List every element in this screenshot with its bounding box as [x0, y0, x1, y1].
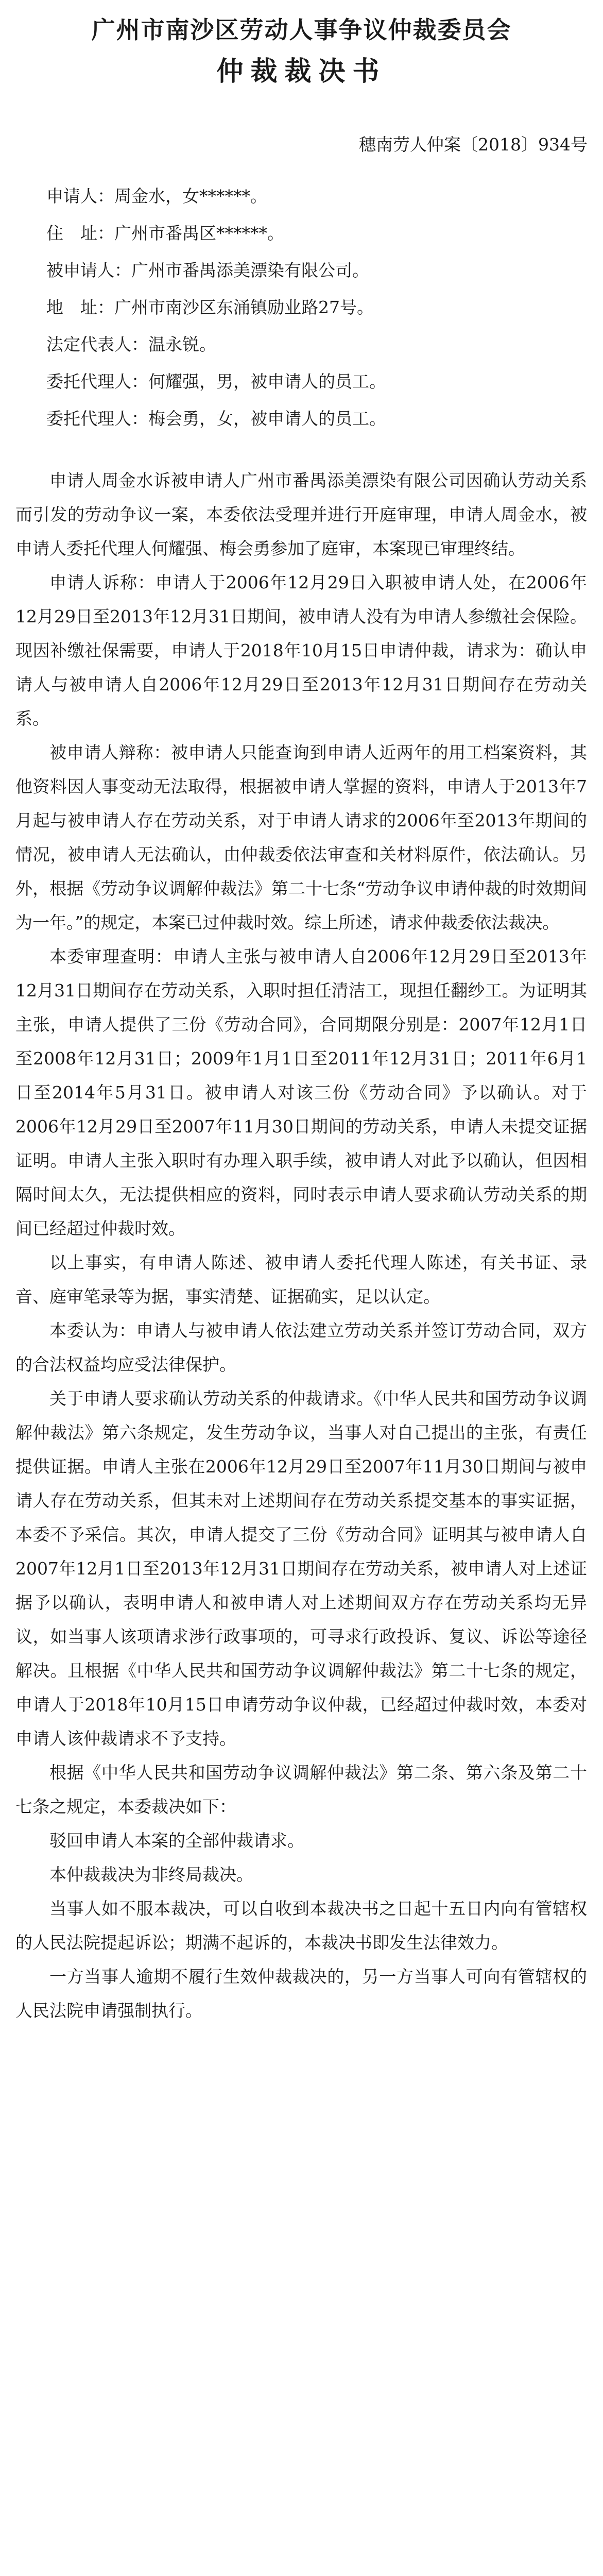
body-paragraph: 当事人如不服本裁决，可以自收到本裁决书之日起十五日内向有管辖权的人民法院提起诉讼；期满不起诉的，本裁决书即发生法律效力。 — [15, 1899, 587, 1953]
document-title: 仲裁裁决书 — [216, 56, 387, 87]
respondent-line: 被申请人：广州市番禺添美漂染有限公司。 — [46, 260, 369, 280]
legal-representative-line: 法定代表人：温永锐。 — [46, 334, 216, 354]
body-paragraph: 被申请人辩称：被申请人只能查询到申请人近两年的用工档案资料，其他资料因人事变动无法取得，根据被申请人掌握的资料，申请人于2013年7月起与被申请人存在劳动关系，对于申请人请求的2006年至2013年期间的情况，被申请人无法确认，由仲裁委依法审查和关材料原件，依法确认。另外，根据《劳动争议调解仲裁法》第二十七条“劳动争议申请仲裁的时效期间为一年。”的规定，本案已过仲裁时效。综上所述，请求仲裁委依法裁决。 — [15, 742, 587, 933]
body-paragraph: 申请人周金水诉被申请人广州市番禺添美漂染有限公司因确认劳动关系而引发的劳动争议一案，本委依法受理并进行开庭审理，申请人周金水，被申请人委托代理人何耀强、梅会勇参加了庭审，本案现已审理终结。 — [15, 470, 587, 558]
applicant-address-line: 住 址：广州市番禺区******。 — [46, 223, 284, 243]
body-paragraph: 一方当事人逾期不履行生效仲裁裁决的，另一方当事人可向有管辖权的人民法院申请强制执行。 — [15, 1967, 587, 2021]
case-number: 穗南劳人仲案〔2018〕934号 — [359, 134, 588, 155]
body-paragraph: 申请人诉称：申请人于2006年12月29日入职被申请人处，在2006年12月29日至2013年12月31日期间，被申请人没有为申请人参缴社会保险。现因补缴社保需要，申请人于2018年10月15日申请仲裁，请求为：确认申请人与被申请人自2006年12月29日至2013年12月31日期间存在劳动关系。 — [15, 572, 587, 728]
respondent-address-line: 地 址：广州市南沙区东涌镇励业路27号。 — [46, 297, 374, 317]
agent-line: 委托代理人：何耀强，男，被申请人的员工。 — [46, 371, 386, 392]
body-paragraph: 关于申请人要求确认劳动关系的仲裁请求。《中华人民共和国劳动争议调解仲裁法》第六条规定，发生劳动争议，当事人对自己提出的主张，有责任提供证据。申请人主张在2006年12月29日至2007年11月30日期间与被申请人存在劳动关系，但其未对上述期间存在劳动关系提交基本的事实证据，本委不予采信。其次，申请人提交了三份《劳动合同》证明其与被申请人自2007年12月1日至2013年12月31日期间存在劳动关系，被申请人对上述证据予以确认，表明申请人和被申请人对上述期间双方存在劳动关系均无异议，如当事人该项请求涉行政事项的，可寻求行政投诉、复议、诉讼等途径解决。且根据《中华人民共和国劳动争议调解仲裁法》第二十七条的规定，申请人于2018年10月15日申请劳动争议仲裁，已经超过仲裁时效，本委对申请人该仲裁请求不予支持。 — [15, 1388, 587, 1749]
body-paragraph: 本委审理查明：申请人主张与被申请人自2006年12月29日至2013年12月31日期间存在劳动关系，入职时担任清洁工，现担任翻纱工。为证明其主张，申请人提供了三份《劳动合同》，合同期限分别是：2007年12月1日至2008年12月31日；2009年1月1日至2011年12月31日；2011年6月1日至2014年5月31日。被申请人对该三份《劳动合同》予以确认。对于2006年12月29日至2007年11月30日期间的劳动关系，申请人未提交证据证明。申请人主张入职时有办理入职手续，被申请人对此予以确认，但因相隔时间太久，无法提供相应的资料，同时表示申请人要求确认劳动关系的期间已经超过仲裁时效。 — [15, 946, 587, 1239]
party-info — [46, 178, 582, 437]
body-paragraph: 本委认为：申请人与被申请人依法建立劳动关系并签订劳动合同，双方的合法权益均应受法律保护。 — [15, 1320, 587, 1375]
body-paragraph: 本仲裁裁决为非终局裁决。 — [49, 1865, 253, 1885]
body-paragraph: 以上事实，有申请人陈述、被申请人委托代理人陈述，有关书证、录音、庭审笔录等为据，事实清楚、证据确实，足以认定。 — [15, 1252, 587, 1307]
body-paragraph: 驳回申请人本案的全部仲裁请求。 — [49, 1831, 304, 1851]
agent-line: 委托代理人：梅会勇，女，被申请人的员工。 — [46, 409, 386, 429]
committee-title: 广州市南沙区劳动人事争议仲裁委员会 — [91, 16, 512, 44]
document-body — [15, 464, 587, 2028]
body-paragraph: 根据《中华人民共和国劳动争议调解仲裁法》第二条、第六条及第二十七条之规定，本委裁决如下： — [15, 1762, 587, 1817]
applicant-line: 申请人：周金水，女******。 — [46, 186, 267, 206]
